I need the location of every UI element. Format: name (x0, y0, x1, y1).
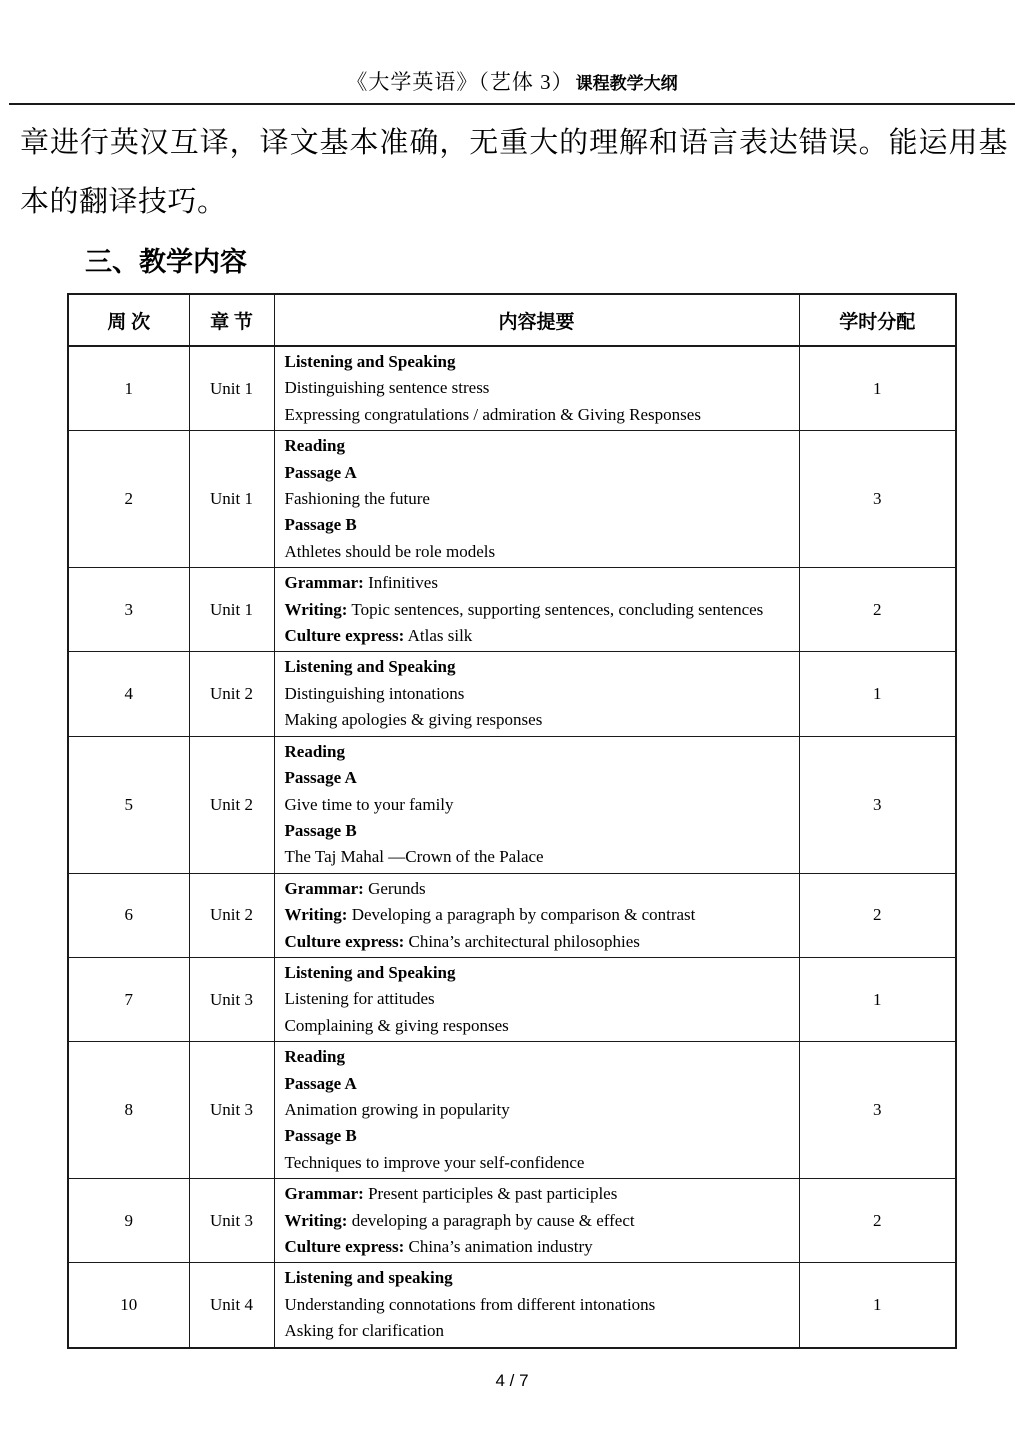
content-line: Listening and Speaking (284, 657, 456, 677)
hours-cell: 2 (799, 1179, 956, 1263)
table-row (68, 1042, 956, 1179)
content-line: Making apologies & giving responses (284, 710, 543, 730)
content-line: Distinguishing sentence stress (284, 378, 490, 398)
content-line: Writing: Topic sentences, supporting sentences, concluding sentences (284, 599, 764, 619)
content-line: Animation growing in popularity (284, 1099, 510, 1119)
unit-cell: Unit 1 (189, 431, 274, 568)
content-line: Grammar: Present participles & past participles (284, 1184, 618, 1204)
hours-cell: 2 (799, 568, 956, 652)
page-number: 4 / 7 (495, 1370, 529, 1390)
unit-cell: Unit 3 (189, 1042, 274, 1179)
hours-cell: 1 (799, 652, 956, 736)
content-line: Distinguishing intonations (284, 683, 465, 703)
content-cell (274, 652, 799, 736)
col-header-week: 周 次 (68, 294, 189, 346)
section-heading: 三、教学内容 (85, 247, 247, 277)
week-cell: 7 (68, 957, 189, 1041)
hours-cell: 1 (799, 957, 956, 1041)
content-line: Culture express: Atlas silk (284, 626, 473, 646)
week-cell: 5 (68, 736, 189, 873)
content-line: Fashioning the future (284, 489, 430, 509)
content-cell (274, 431, 799, 568)
content-line: Grammar: Gerunds (284, 878, 426, 898)
content-line: Give time to your family (284, 794, 454, 814)
content-line: The Taj Mahal —Crown of the Palace (284, 847, 544, 867)
table-row (68, 957, 956, 1041)
content-line: Listening and speaking (284, 1268, 453, 1288)
unit-cell: Unit 3 (189, 1179, 274, 1263)
hours-cell: 1 (799, 346, 956, 431)
hours-cell: 3 (799, 1042, 956, 1179)
content-line: Listening and Speaking (284, 352, 456, 371)
week-cell: 8 (68, 1042, 189, 1179)
content-line: Passage A (284, 462, 357, 482)
unit-cell: Unit 3 (189, 957, 274, 1041)
week-cell: 3 (68, 568, 189, 652)
unit-cell: Unit 2 (189, 736, 274, 873)
content-line: Reading (284, 741, 345, 761)
content-line: Passage A (284, 768, 357, 788)
table-row (68, 431, 956, 568)
hours-cell: 3 (799, 431, 956, 568)
content-cell (274, 568, 799, 652)
content-line: Grammar: Infinitives (284, 573, 438, 593)
header-divider (9, 103, 1015, 105)
content-line: Reading (284, 436, 345, 456)
content-line: Asking for clarification (284, 1321, 445, 1341)
content-cell (274, 957, 799, 1041)
unit-cell: Unit 4 (189, 1263, 274, 1348)
table-row (68, 346, 956, 431)
content-cell (274, 1179, 799, 1263)
content-line: Understanding connotations from different intonations (284, 1294, 656, 1314)
document-header (0, 0, 1024, 96)
content-line: Athletes should be role models (284, 541, 496, 561)
content-cell (274, 873, 799, 957)
unit-cell: Unit 2 (189, 652, 274, 736)
content-line: Passage B (284, 1126, 357, 1146)
content-line: Passage A (284, 1073, 357, 1093)
content-line: Writing: Developing a paragraph by comparison & contrast (284, 905, 696, 925)
content-line: Listening for attitudes (284, 989, 435, 1009)
content-cell (274, 736, 799, 873)
table-row (68, 568, 956, 652)
content-line: Reading (284, 1047, 345, 1067)
week-cell: 10 (68, 1263, 189, 1348)
week-cell: 1 (68, 346, 189, 431)
document-title: 《大学英语》（艺体 3） (346, 70, 574, 94)
content-line: Culture express: China’s animation industry (284, 1237, 593, 1256)
col-header-hours: 学时分配 (799, 294, 956, 346)
hours-cell: 1 (799, 1263, 956, 1348)
week-cell: 6 (68, 873, 189, 957)
unit-cell: Unit 2 (189, 873, 274, 957)
week-cell: 9 (68, 1179, 189, 1263)
week-cell: 4 (68, 652, 189, 736)
table-row (68, 652, 956, 736)
content-cell (274, 1263, 799, 1348)
unit-cell: Unit 1 (189, 346, 274, 431)
syllabus-table-header (68, 294, 956, 346)
body-paragraph: 章进行英汉互译，译文基本准确，无重大的理解和语言表达错误。能运用基本的翻译技巧。 (20, 127, 1008, 218)
content-line: Passage B (284, 820, 357, 840)
week-cell: 2 (68, 431, 189, 568)
content-line: Techniques to improve your self-confidence (284, 1152, 585, 1172)
col-header-unit: 章 节 (189, 294, 274, 346)
content-cell (274, 1042, 799, 1179)
syllabus-table-body (68, 346, 956, 1348)
content-line: Listening and Speaking (284, 962, 456, 982)
document-subtitle: 课程教学大纲 (575, 74, 678, 93)
hours-cell: 2 (799, 873, 956, 957)
hours-cell: 3 (799, 736, 956, 873)
col-header-content: 内容提要 (274, 294, 799, 346)
content-line: Expressing congratulations / admiration & Giving Responses (284, 404, 701, 424)
header-row (68, 294, 956, 346)
table-row (68, 873, 956, 957)
unit-cell: Unit 1 (189, 568, 274, 652)
table-row (68, 1179, 956, 1263)
table-row (68, 1263, 956, 1348)
table-row (68, 736, 956, 873)
content-cell (274, 346, 799, 431)
content-line: Passage B (284, 515, 357, 535)
content-line: Writing: developing a paragraph by cause & effect (284, 1210, 635, 1230)
syllabus-table (67, 293, 957, 1349)
content-line: Complaining & giving responses (284, 1015, 509, 1035)
content-line: Culture express: China’s architectural philosophies (284, 931, 640, 951)
